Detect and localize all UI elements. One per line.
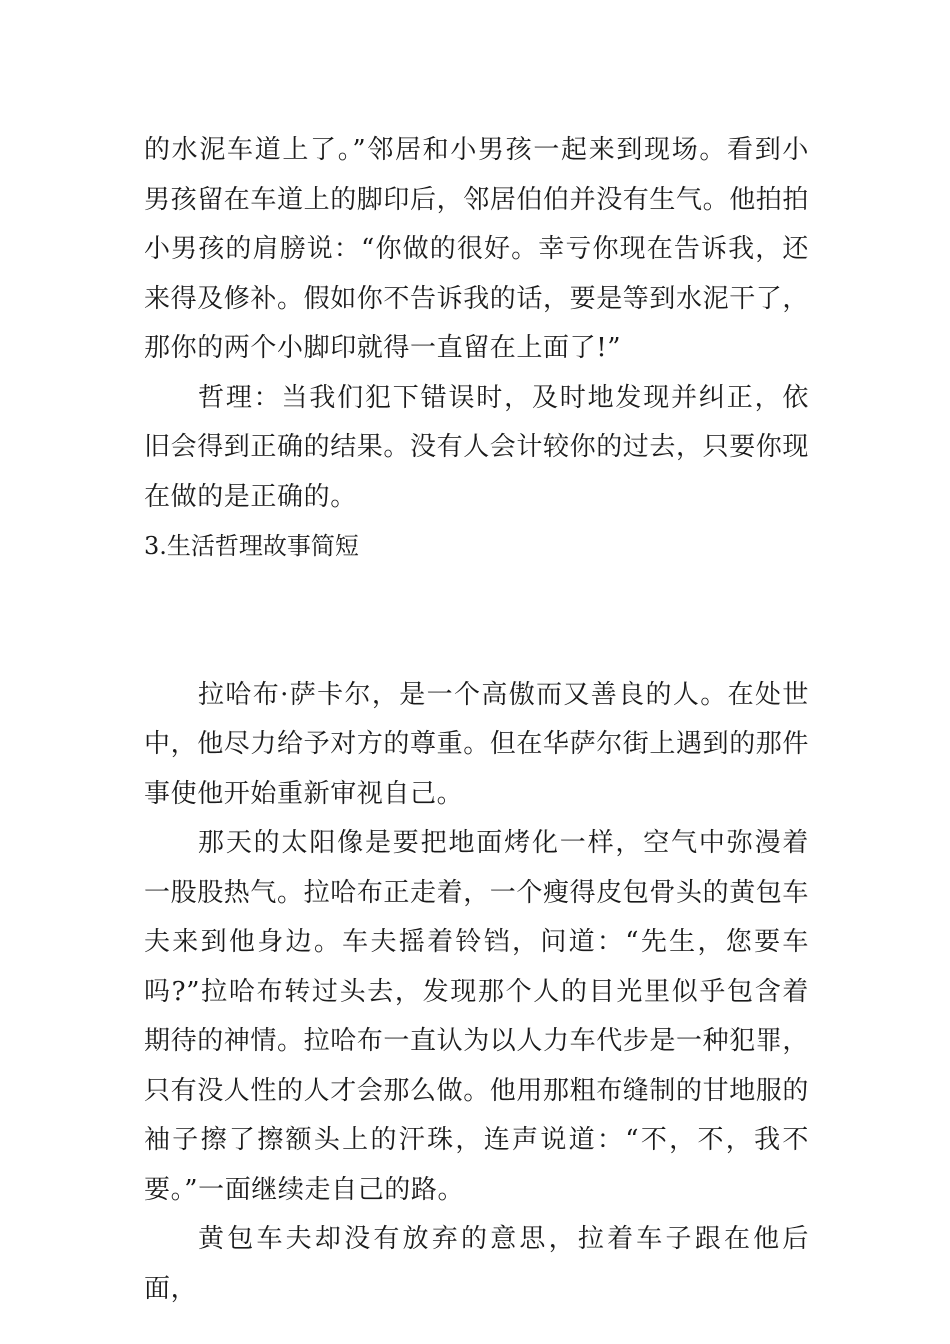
section-heading: 3.生活哲理故事简短 bbox=[144, 532, 359, 560]
paragraph-story: 那天的太阳像是要把地面烤化一样，空气中弥漫着一股股热气。拉哈布正走着，一个瘦得皮包骨头的黄包车夫来到他身边。车夫摇着铃铛，问道：“先生，您要车吗?”拉哈布转过头去，发现那个人的目光里似乎包含着期待的神情。拉哈布一直认为以人力车代步是一种犯罪，只有没人性的人才会那么做。他用那粗布缝制的甘地服的袖子擦了擦额头上的汗珠，连声说道：“不，不，我不要。”一面继续走自己的路。 bbox=[144, 828, 810, 1205]
paragraph-continuation: 的水泥车道上了。”邻居和小男孩一起来到现场。看到小男孩留在车道上的脚印后，邻居伯伯并没有生气。他拍拍小男孩的肩膀说：“你做的很好。幸亏你现在告诉我，还来得及修补。假如你不告诉我的话，要是等到水泥干了，那你的两个小脚印就得一直留在上面了!” bbox=[144, 135, 810, 363]
paragraph-moral: 哲理：当我们犯下错误时，及时地发现并纠正，依旧会得到正确的结果。没有人会计较你的过去，只要你现在做的是正确的。 bbox=[144, 382, 810, 512]
paragraph-intro: 拉哈布·萨卡尔，是一个高傲而又善良的人。在处世中，他尽力给予对方的尊重。但在华萨尔街上遇到的那件事使他开始重新审视自己。 bbox=[144, 679, 810, 809]
document-body bbox=[144, 126, 809, 1314]
section-spacer bbox=[144, 572, 809, 671]
paragraph-story-continued: 黄包车夫却没有放弃的意思，拉着车子跟在他后面， bbox=[144, 1224, 809, 1304]
